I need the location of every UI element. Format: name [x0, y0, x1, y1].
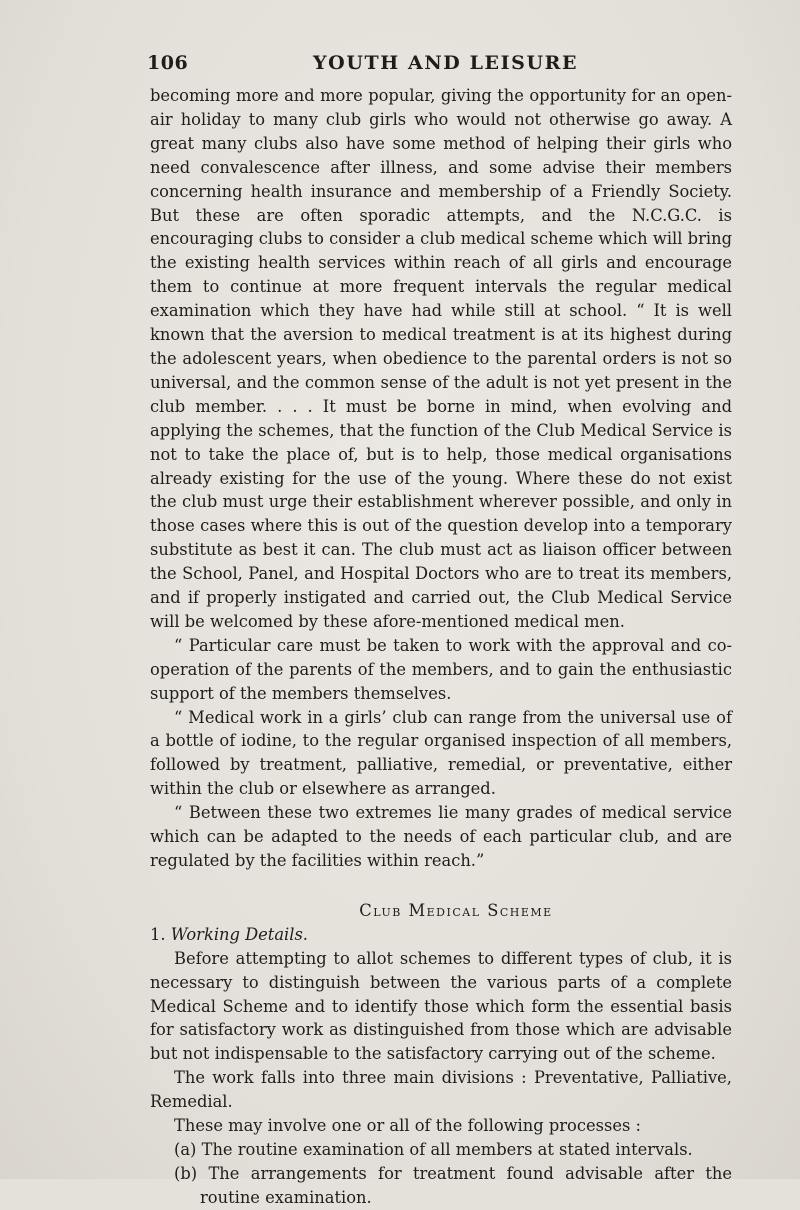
subsection-number: 1. — [150, 924, 166, 944]
body-paragraph: “ Particular care must be taken to work with the approval and co-operation of the parents of the members, and to gain the enthusiastic support of the members themselves. — [150, 635, 732, 703]
body-paragraph: These may involve one or all of the following processes : — [174, 1116, 641, 1136]
body-paragraph: becoming more and more popular, giving the opportunity for an open-air holiday to many club girls who would not otherwise go away. A great many clubs also have some method of helping their girls who need convalescence after illness, and some advise their members concerning health insurance and membership of a Friendly Society. But these are often sporadic attempts, and the N.C.G.C. is encouraging clubs to consider a club medical scheme which will bring the existing health services within reach of all girls and encourage them to continue at more frequent intervals the regular medical examination which they have had while still at school. “ It is well known that the aversion to medical treatment is at its highest during the adolescent years, when obedience to the parental orders is not so universal, and the common sense of the adult is not yet present in the club member. . . . It must be borne in mind, when evolving and applying the schemes, that the function of the Club Medical Service is not to take the place of, but is to help, those medical organisations already existing for the use of the young. Where these do not exist the club must urge their establishment wherever possible, and only in those cases where this is out of the question develop into a temporary substitute as best it can. The club must act as liaison officer between the School, Panel, and Hospital Doctors who are to treat its members, and if properly instigated and carried out, the Club Medical Service will be welcomed by these afore-mentioned medical men. — [150, 86, 732, 631]
body-paragraph: “ Between these two extremes lie many grades of medical service which can be adapted to the needs of each particular club, and are regulated by the facilities within reach.” — [150, 803, 732, 870]
body-paragraph: “ Medical work in a girls’ club can range from the universal use of a bottle of iodine, to the regular organised inspection of all members, followed by treatment, palliative, remedial, or preventative, either within the club or elsewhere as arranged. — [150, 707, 732, 799]
list-item: (b) The arrangements for treatment found advisable after the routine examination. — [174, 1163, 732, 1207]
list-item: (a) The routine examination of all members at stated intervals. — [174, 1139, 693, 1159]
subsection-heading — [150, 923, 732, 947]
running-head: YOUTH AND LEISURE — [313, 52, 579, 74]
body-paragraph: The work falls into three main divisions : Preventative, Palliative, Remedial. — [150, 1068, 732, 1112]
subsection-label: Working Details. — [170, 924, 308, 944]
page-header — [147, 52, 707, 82]
page-body — [150, 84, 732, 1210]
section-title: Club Medical Scheme — [359, 900, 553, 920]
page-number: 106 — [147, 52, 189, 74]
body-paragraph: Before attempting to allot schemes to different types of club, it is necessary to distinguish between the various parts of a complete Medical Scheme and to identify those which form the essential basis for satisfactory work as distinguished from those which are advisable but not indispensable to the satisfactory carrying out of the scheme. — [150, 948, 732, 1064]
